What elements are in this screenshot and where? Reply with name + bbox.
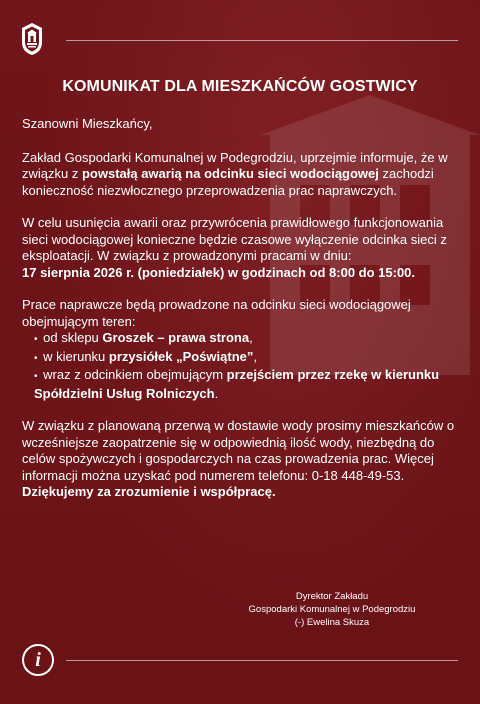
list-item: • wraz z odcinkiem obejmującym przejściem przez rzekę w kierunku Spółdzielni Usług Rolniczych. xyxy=(34,367,440,401)
coat-of-arms-icon xyxy=(20,22,44,56)
footer-divider xyxy=(66,660,458,661)
area-intro: Prace naprawcze będą prowadzone na odcinku sieci wodociągowej obejmującym teren: xyxy=(22,297,411,329)
info-icon[interactable]: i xyxy=(22,644,54,676)
paragraph-intro xyxy=(22,150,462,200)
signature-title: Dyrektor Zakładu xyxy=(295,591,369,602)
signature-block xyxy=(222,590,442,629)
page-title: KOMUNIKAT DLA MIESZKAŃCÓW GOSTWICY xyxy=(62,78,418,95)
signature-organization: Gospodarki Komunalnej w Podegrodziu xyxy=(248,604,416,615)
paragraph-water-supply: W związku z planowaną przerwą w dostawie wody prosimy mieszkańców o wcześniejsze zaopatrzenie się w odpowiednią ilość wody, niezbędną do celów spożywczych i gospodarczych na czas prowadzenia prac. Więcej informacji można uzyskać pod numerem telefonu: 0-18 448-49-53. xyxy=(22,418,455,483)
thanks-line: Dziękujemy za zrozumienie i współpracę. xyxy=(22,484,276,499)
signature-name: (-) Ewelina Skuza xyxy=(294,617,370,628)
list-item: • w kierunku przysiółek „Poświątne”, xyxy=(34,348,258,364)
area-list xyxy=(22,330,462,402)
list-item: • od sklepu Groszek – prawa strona, xyxy=(34,330,253,345)
announcement-body xyxy=(22,116,462,517)
paragraph-schedule xyxy=(22,215,462,281)
p2-text: W celu usunięcia awarii oraz przywrócenia prawidłowego funkcjonowania sieci wodociągowej konieczne będzie czasowe wyłączenie odcinka sieci z eksploatacji. W związku z prowadzonymi pracami w dniu: xyxy=(22,215,447,263)
schedule-date: 17 sierpnia 2026 r. (poniedziałek) w godzinach od 8:00 do 15:00. xyxy=(22,264,416,280)
p1-text-c: zachodzi konieczność niezwłocznego przeprowadzenia prac naprawczych. xyxy=(22,166,434,198)
header-divider xyxy=(66,40,458,41)
p1-highlight: powstałą awarią na odcinku sieci wodociągowej xyxy=(81,166,379,181)
paragraph-area xyxy=(22,297,462,402)
greeting: Szanowni Mieszkańcy, xyxy=(22,116,153,131)
p1-text-a: Zakład Gospodarki Komunalnej w Podegrodziu, uprzejmie informuje, że w związku z xyxy=(22,149,448,181)
header-bar xyxy=(0,0,480,70)
